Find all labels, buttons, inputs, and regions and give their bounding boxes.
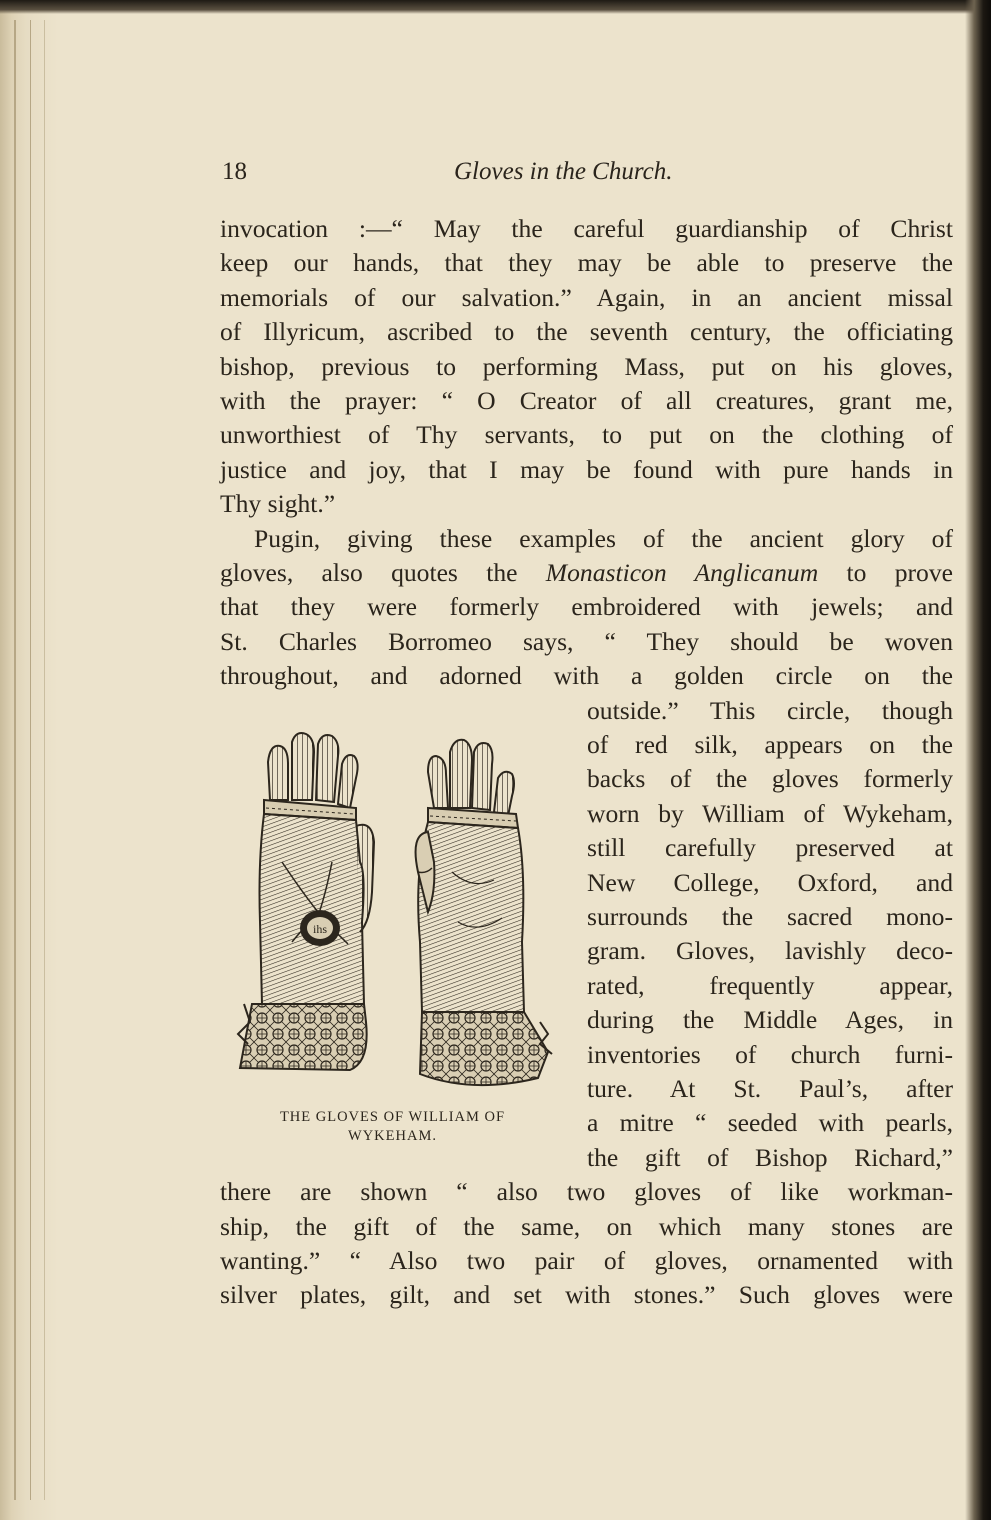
text-line: that they were formerly embroidered with jewels; and bbox=[220, 592, 953, 621]
text-line: ture. At St. Paul’s, after bbox=[587, 1074, 953, 1103]
text-line: gloves, also quotes the Monasticon Anglicanum to prove bbox=[220, 558, 953, 587]
running-title: Gloves in the Church. bbox=[454, 158, 673, 185]
caption-line: WYKEHAM. bbox=[348, 1128, 437, 1144]
gutter-line bbox=[30, 20, 31, 1500]
text-line: throughout, and adorned with a golden circle on the bbox=[220, 661, 953, 690]
text-line: outside.” This circle, though bbox=[587, 696, 953, 725]
text-line: wanting.” “ Also two pair of gloves, ornamented with bbox=[220, 1246, 953, 1275]
text-line: invocation :—“ May the careful guardianship of Christ bbox=[220, 214, 953, 243]
text-line: bishop, previous to performing Mass, put on his gloves, bbox=[220, 352, 953, 381]
text-line: still carefully preserved at bbox=[587, 833, 953, 862]
text-line: Thy sight.” bbox=[220, 489, 336, 518]
text-line: rated, frequently appear, bbox=[587, 971, 953, 1000]
text-line: New College, Oxford, and bbox=[587, 868, 953, 897]
text-line: silver plates, gilt, and set with stones.” Such gloves were bbox=[220, 1280, 953, 1309]
text-line: of red silk, appears on the bbox=[587, 730, 953, 759]
page-top-edge bbox=[0, 0, 991, 14]
text-line: worn by William of Wykeham, bbox=[587, 799, 953, 828]
italic-title: Monasticon Anglicanum bbox=[545, 558, 819, 587]
text-line: gram. Gloves, lavishly deco- bbox=[587, 936, 953, 965]
text-line: with the prayer: “ O Creator of all creatures, grant me, bbox=[220, 386, 953, 415]
svg-text:ihs: ihs bbox=[312, 922, 328, 936]
text-line: surrounds the sacred mono- bbox=[587, 902, 953, 931]
text-line: of Illyricum, ascribed to the seventh century, the officiating bbox=[220, 317, 953, 346]
page-gutter bbox=[0, 0, 58, 1520]
text-line: backs of the gloves formerly bbox=[587, 764, 953, 793]
text-line: unworthiest of Thy servants, to put on the clothing of bbox=[220, 420, 953, 449]
gutter-line bbox=[14, 20, 16, 1500]
figure-caption bbox=[225, 1108, 560, 1146]
page-right-edge bbox=[965, 0, 991, 1520]
running-head bbox=[222, 158, 952, 192]
text-line: inventories of church furni- bbox=[587, 1040, 953, 1069]
text-line: during the Middle Ages, in bbox=[587, 1005, 953, 1034]
left-glove bbox=[238, 733, 374, 1070]
caption-line: THE GLOVES OF WILLIAM OF bbox=[279, 1109, 506, 1125]
gloves-illustration bbox=[222, 722, 557, 1102]
text-line: Pugin, giving these examples of the ancient glory of bbox=[254, 524, 953, 553]
gutter-line bbox=[44, 20, 45, 1500]
text-line: ship, the gift of the same, on which many stones are bbox=[220, 1212, 953, 1241]
text-line: there are shown “ also two gloves of like workman- bbox=[220, 1177, 953, 1206]
text-line: memorials of our salvation.” Again, in an ancient missal bbox=[220, 283, 953, 312]
gloves-engraving bbox=[222, 722, 557, 1102]
text-line: justice and joy, that I may be found with pure hands in bbox=[220, 455, 953, 484]
text-line: keep our hands, that they may be able to preserve the bbox=[220, 248, 953, 277]
text-line: St. Charles Borromeo says, “ They should be woven bbox=[220, 627, 953, 656]
text-line: a mitre “ seeded with pearls, bbox=[587, 1108, 953, 1137]
right-glove bbox=[416, 740, 552, 1085]
page-number: 18 bbox=[222, 158, 247, 185]
text-line: the gift of Bishop Richard,” bbox=[587, 1143, 953, 1172]
